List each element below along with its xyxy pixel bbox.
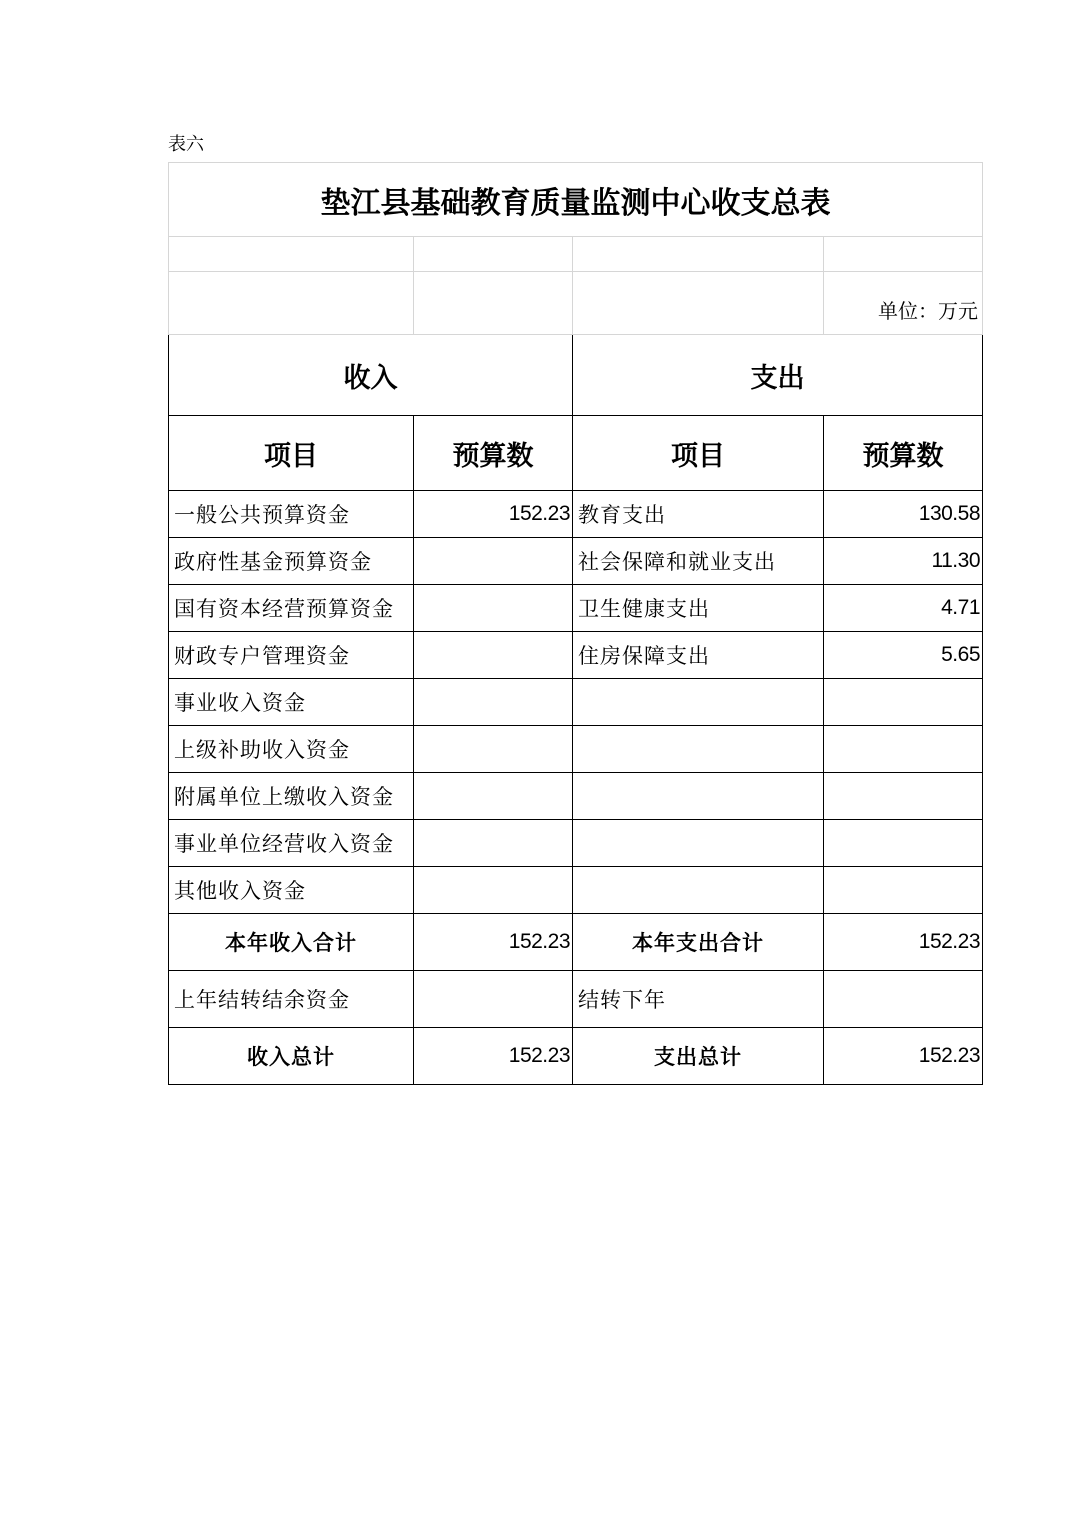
- income-amount-cell: [414, 867, 573, 914]
- income-item-cell: 国有资本经营预算资金: [169, 585, 414, 632]
- income-amount-cell: [414, 585, 573, 632]
- expense-amount-cell: 11.30: [824, 538, 983, 585]
- table-row: [169, 867, 983, 914]
- income-year-total-label: 本年收入合计: [169, 914, 414, 971]
- expense-amount-cell: [824, 773, 983, 820]
- income-section-header: 收入: [169, 335, 573, 416]
- expense-item-cell: 教育支出: [573, 491, 824, 538]
- unit-label: 单位：万元: [824, 272, 983, 335]
- expense-grand-total-amount: 152.23: [824, 1028, 983, 1085]
- income-item-cell: 事业收入资金: [169, 679, 414, 726]
- spacer-row: [169, 237, 983, 272]
- sheet-label: 表六: [168, 134, 204, 155]
- income-item-cell: 事业单位经营收入资金: [169, 820, 414, 867]
- budget-table: [168, 162, 983, 1085]
- income-amount-cell: 152.23: [414, 491, 573, 538]
- expense-amount-cell: 5.65: [824, 632, 983, 679]
- expense-year-total-amount: 152.23: [824, 914, 983, 971]
- income-carryover-amount: [414, 971, 573, 1028]
- income-item-cell: 财政专户管理资金: [169, 632, 414, 679]
- income-grand-total-label: 收入总计: [169, 1028, 414, 1085]
- table-row: [169, 491, 983, 538]
- income-amount-cell: [414, 632, 573, 679]
- empty-cell: [169, 272, 414, 335]
- income-item-cell: 政府性基金预算资金: [169, 538, 414, 585]
- table-row: [169, 632, 983, 679]
- income-item-cell: 上级补助收入资金: [169, 726, 414, 773]
- expense-grand-total-label: 支出总计: [573, 1028, 824, 1085]
- expense-carryover-label: 结转下年: [573, 971, 824, 1028]
- expense-amount-cell: [824, 867, 983, 914]
- expense-item-cell: 卫生健康支出: [573, 585, 824, 632]
- expense-item-cell: 社会保障和就业支出: [573, 538, 824, 585]
- empty-cell: [573, 237, 824, 272]
- expense-amount-header: 预算数: [824, 416, 983, 491]
- income-year-total-amount: 152.23: [414, 914, 573, 971]
- income-amount-cell: [414, 538, 573, 585]
- income-item-cell: 一般公共预算资金: [169, 491, 414, 538]
- table-row: [169, 585, 983, 632]
- expense-item-cell: [573, 820, 824, 867]
- expense-item-cell: 住房保障支出: [573, 632, 824, 679]
- expense-amount-cell: [824, 820, 983, 867]
- income-amount-cell: [414, 679, 573, 726]
- unit-row: [169, 272, 983, 335]
- empty-cell: [414, 272, 573, 335]
- table-row: [169, 773, 983, 820]
- expense-amount-cell: [824, 679, 983, 726]
- year-total-row: [169, 914, 983, 971]
- expense-item-cell: [573, 679, 824, 726]
- income-item-cell: 其他收入资金: [169, 867, 414, 914]
- empty-cell: [169, 237, 414, 272]
- expense-section-header: 支出: [573, 335, 983, 416]
- grand-total-row: [169, 1028, 983, 1085]
- empty-cell: [824, 237, 983, 272]
- income-grand-total-amount: 152.23: [414, 1028, 573, 1085]
- column-header-row: [169, 416, 983, 491]
- expense-year-total-label: 本年支出合计: [573, 914, 824, 971]
- expense-carryover-amount: [824, 971, 983, 1028]
- title-row: [169, 163, 983, 237]
- table-row: [169, 726, 983, 773]
- expense-amount-cell: 4.71: [824, 585, 983, 632]
- expense-item-cell: [573, 773, 824, 820]
- expense-amount-cell: [824, 726, 983, 773]
- table-title: 垫江县基础教育质量监测中心收支总表: [169, 163, 983, 237]
- expense-item-cell: [573, 867, 824, 914]
- income-item-header: 项目: [169, 416, 414, 491]
- income-amount-header: 预算数: [414, 416, 573, 491]
- expense-item-cell: [573, 726, 824, 773]
- expense-item-header: 项目: [573, 416, 824, 491]
- section-header-row: [169, 335, 983, 416]
- income-amount-cell: [414, 820, 573, 867]
- table-row: [169, 679, 983, 726]
- table-row: [169, 820, 983, 867]
- income-amount-cell: [414, 773, 573, 820]
- carryover-row: [169, 971, 983, 1028]
- income-carryover-label: 上年结转结余资金: [169, 971, 414, 1028]
- income-item-cell: 附属单位上缴收入资金: [169, 773, 414, 820]
- empty-cell: [573, 272, 824, 335]
- empty-cell: [414, 237, 573, 272]
- table-row: [169, 538, 983, 585]
- income-amount-cell: [414, 726, 573, 773]
- expense-amount-cell: 130.58: [824, 491, 983, 538]
